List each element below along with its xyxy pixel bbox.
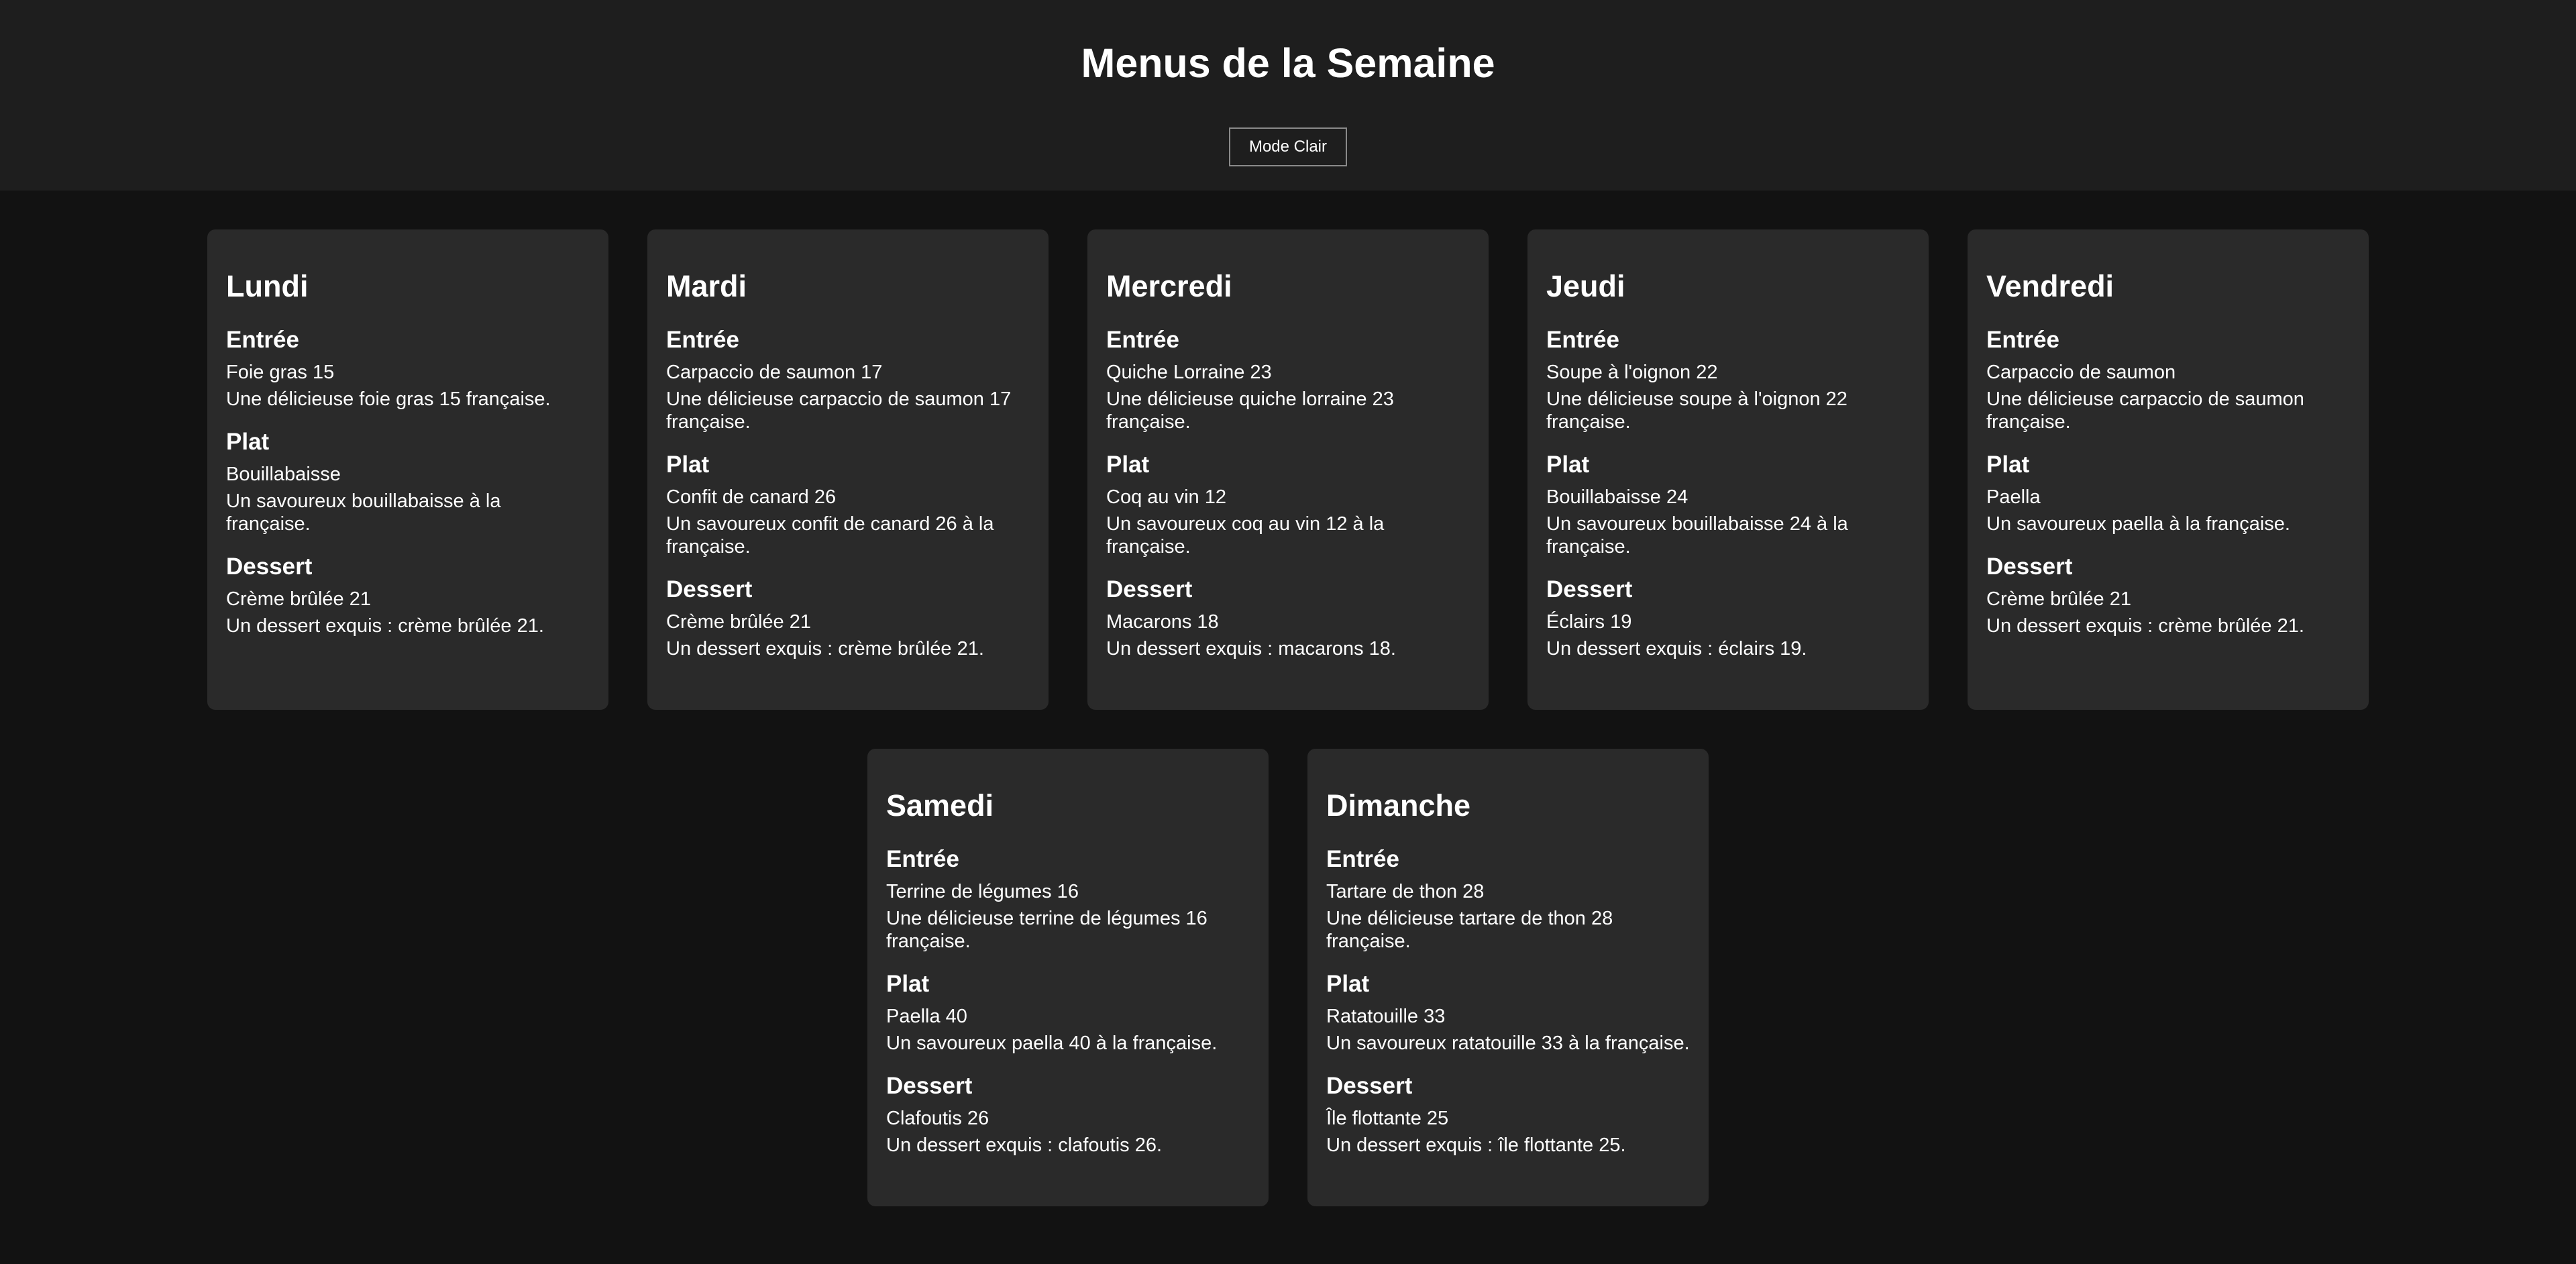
dish-name: Crème brûlée 21: [226, 588, 371, 610]
course-label: Dessert: [886, 1073, 973, 1099]
dish-description: Un savoureux paella à la française.: [1986, 513, 2290, 535]
course-dessert: [666, 576, 1030, 660]
dish-description: Une délicieuse carpaccio de saumon 17 française.: [666, 388, 1012, 433]
course-label: Dessert: [666, 576, 753, 602]
dish-description: Une délicieuse foie gras 15 française.: [226, 388, 551, 410]
course-entree: [226, 326, 590, 411]
course-entree: [666, 326, 1030, 433]
course-plat: [666, 451, 1030, 558]
dish-name: Quiche Lorraine 23: [1106, 362, 1272, 383]
course-label: Entrée: [1106, 327, 1179, 353]
course-label: Entrée: [666, 327, 739, 353]
page-title: Menus de la Semaine: [1081, 40, 1495, 86]
dish-description: Un dessert exquis : île flottante 25.: [1326, 1135, 1626, 1156]
dish-name: Macarons 18: [1106, 611, 1219, 633]
course-dessert: [1546, 576, 1910, 660]
light-mode-button[interactable]: Mode Clair: [1229, 127, 1347, 166]
dish-description: Une délicieuse soupe à l'oignon 22 française.: [1546, 388, 1847, 433]
dish-description: Un savoureux coq au vin 12 à la française.: [1106, 513, 1385, 558]
dish-description: Une délicieuse carpaccio de saumon française.: [1986, 388, 2304, 433]
day-card-dimanche: [1307, 749, 1709, 1206]
dish-name: Terrine de légumes 16: [886, 881, 1079, 902]
course-label: Plat: [886, 971, 930, 997]
day-title: Samedi: [886, 788, 994, 823]
dish-name: Bouillabaisse: [226, 464, 341, 485]
course-label: Dessert: [1546, 576, 1633, 602]
course-label: Entrée: [1986, 327, 2059, 353]
dish-description: Un savoureux bouillabaisse 24 à la française.: [1546, 513, 1848, 558]
dish-description: Un savoureux confit de canard 26 à la française.: [666, 513, 994, 558]
dish-description: Une délicieuse tartare de thon 28 française.: [1326, 908, 1613, 952]
day-card-jeudi: [1527, 229, 1929, 710]
course-label: Dessert: [1106, 576, 1193, 602]
dish-description: Un dessert exquis : éclairs 19.: [1546, 638, 1807, 660]
dish-description: Un savoureux bouillabaisse à la française.: [226, 490, 501, 535]
day-title: Jeudi: [1546, 269, 1625, 303]
day-title: Mercredi: [1106, 269, 1232, 303]
dish-name: Coq au vin 12: [1106, 486, 1226, 508]
dish-description: Une délicieuse quiche lorraine 23 française.: [1106, 388, 1394, 433]
course-plat: [1106, 451, 1470, 558]
dish-name: Carpaccio de saumon 17: [666, 362, 883, 383]
dish-description: Un savoureux paella 40 à la française.: [886, 1033, 1218, 1054]
dish-description: Un dessert exquis : crème brûlée 21.: [226, 615, 544, 637]
dish-name: Crème brûlée 21: [666, 611, 811, 633]
course-label: Plat: [1546, 452, 1590, 478]
page-header: [0, 0, 2576, 191]
dish-description: Un dessert exquis : macarons 18.: [1106, 638, 1396, 660]
course-entree: [1106, 326, 1470, 433]
course-dessert: [1106, 576, 1470, 660]
course-plat: [1986, 451, 2350, 535]
day-title: Dimanche: [1326, 788, 1471, 823]
dish-name: Bouillabaisse 24: [1546, 486, 1688, 508]
day-card-samedi: [867, 749, 1269, 1206]
day-card-vendredi: [1968, 229, 2369, 710]
dish-name: Crème brûlée 21: [1986, 588, 2131, 610]
course-dessert: [1326, 1072, 1690, 1157]
dish-description: Une délicieuse terrine de légumes 16 française.: [886, 908, 1208, 952]
dish-description: Un savoureux ratatouille 33 à la française.: [1326, 1033, 1690, 1054]
course-dessert: [1986, 553, 2350, 637]
dish-name: Confit de canard 26: [666, 486, 837, 508]
course-label: Plat: [226, 429, 270, 455]
course-label: Plat: [1106, 452, 1150, 478]
dish-name: Île flottante 25: [1326, 1108, 1449, 1129]
course-label: Entrée: [1546, 327, 1619, 353]
dish-description: Un dessert exquis : crème brûlée 21.: [1986, 615, 2304, 637]
dish-name: Soupe à l'oignon 22: [1546, 362, 1718, 383]
course-plat: [886, 970, 1250, 1055]
day-title: Mardi: [666, 269, 747, 303]
course-entree: [1986, 326, 2350, 433]
course-plat: [1326, 970, 1690, 1055]
day-card-mardi: [647, 229, 1049, 710]
course-label: Entrée: [886, 846, 959, 872]
day-title: Lundi: [226, 269, 309, 303]
dish-name: Foie gras 15: [226, 362, 335, 383]
dish-name: Éclairs 19: [1546, 611, 1632, 633]
day-title: Vendredi: [1986, 269, 2114, 303]
course-dessert: [226, 553, 590, 637]
day-card-lundi: [207, 229, 608, 710]
menus-row-weekend: [188, 749, 2388, 1206]
dish-description: Un dessert exquis : clafoutis 26.: [886, 1135, 1163, 1156]
day-card-mercredi: [1087, 229, 1489, 710]
course-label: Entrée: [226, 327, 299, 353]
course-dessert: [886, 1072, 1250, 1157]
dish-name: Tartare de thon 28: [1326, 881, 1485, 902]
dish-name: Paella: [1986, 486, 2041, 508]
course-label: Plat: [1986, 452, 2030, 478]
menus-container: [0, 229, 2576, 1206]
course-label: Plat: [1326, 971, 1370, 997]
course-label: Dessert: [226, 554, 313, 580]
dish-name: Carpaccio de saumon: [1986, 362, 2176, 383]
dish-name: Ratatouille 33: [1326, 1006, 1446, 1027]
dish-name: Clafoutis 26: [886, 1108, 989, 1129]
course-label: Entrée: [1326, 846, 1399, 872]
course-label: Dessert: [1986, 554, 2073, 580]
course-entree: [1546, 326, 1910, 433]
course-label: Dessert: [1326, 1073, 1413, 1099]
dish-description: Un dessert exquis : crème brûlée 21.: [666, 638, 984, 660]
course-plat: [226, 428, 590, 535]
course-plat: [1546, 451, 1910, 558]
menus-row-weekdays: [188, 229, 2388, 710]
course-entree: [1326, 845, 1690, 953]
course-entree: [886, 845, 1250, 953]
course-label: Plat: [666, 452, 710, 478]
dish-name: Paella 40: [886, 1006, 967, 1027]
